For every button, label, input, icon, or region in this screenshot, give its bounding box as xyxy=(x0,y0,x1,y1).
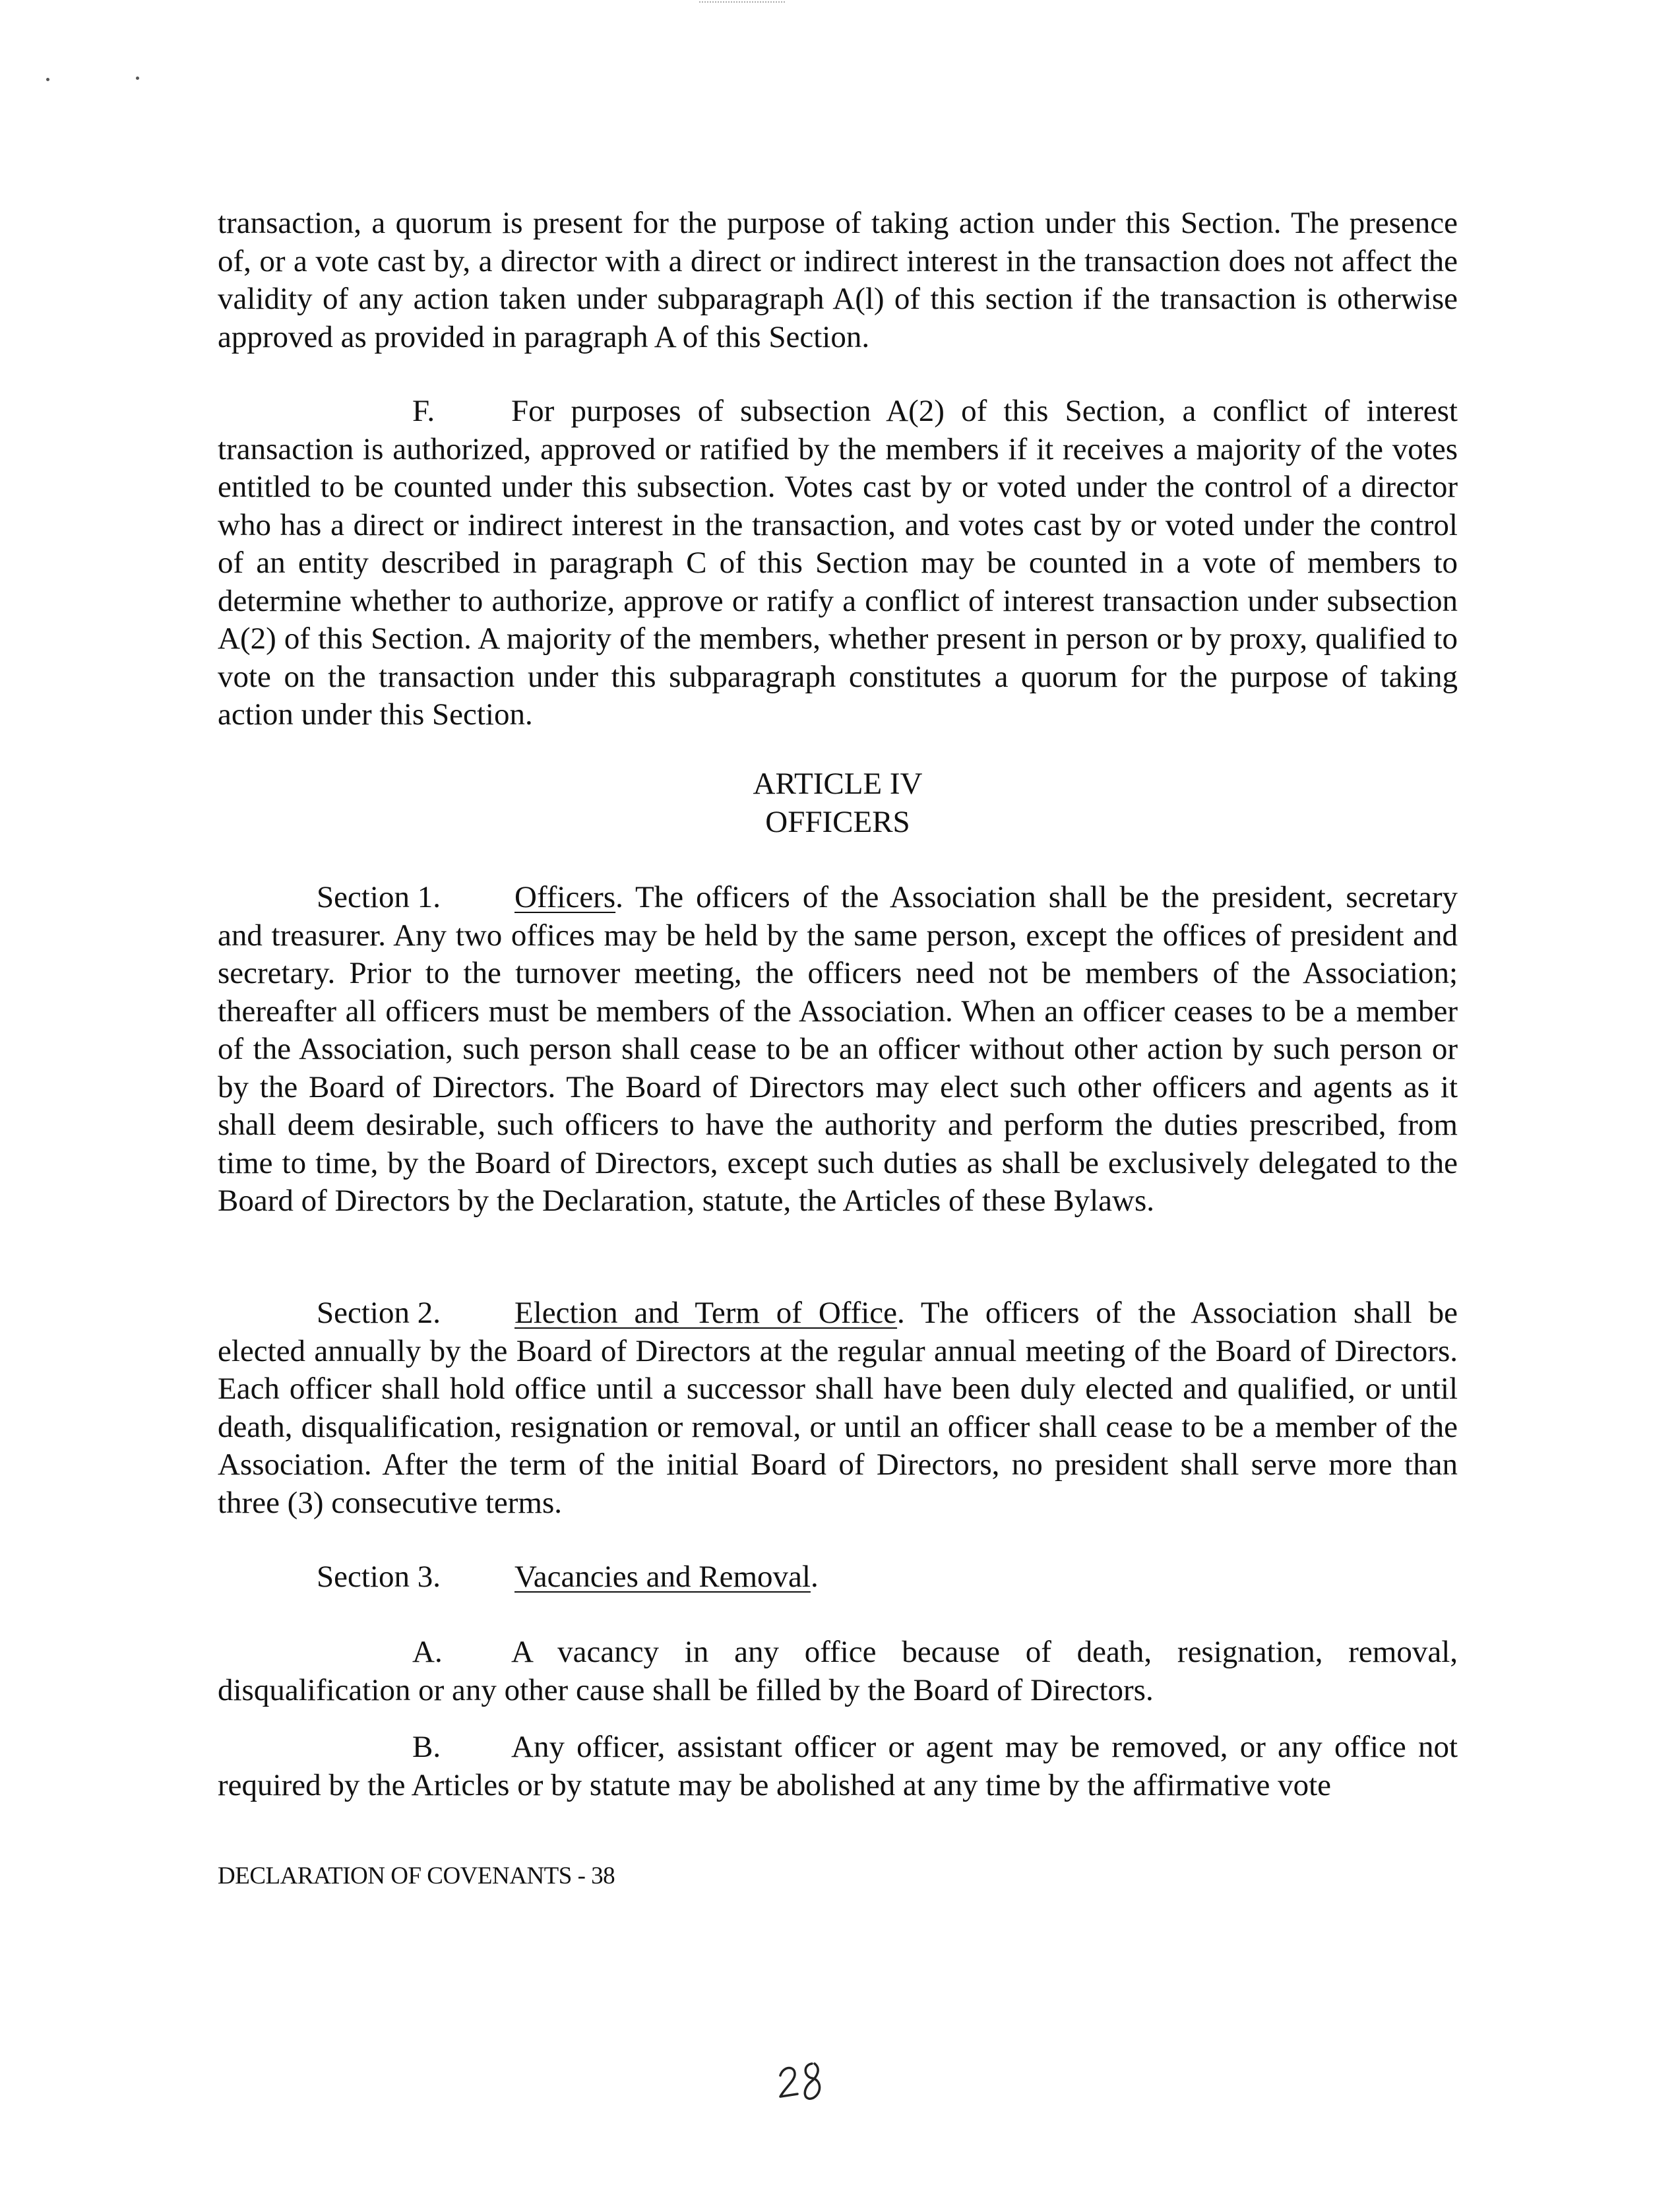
section-heading: Election and Term of Office xyxy=(514,1296,898,1330)
paragraph-text: For purposes of subsection A(2) of this Section, a conflict of interest transaction is authorized, approved or ratified by the members if it receives a majority of the votes entitled to be counted under this subsection. Votes cast by or voted under the control of a director who has a direct or indirect interest in the transaction, and votes cast by or voted under the control of an entity described in paragraph C of this Section may be counted in a vote of members to determine whether to authorize, approve or ratify a conflict of interest transaction under subsection A(2) of this Section. A majority of the members, whether present in person or by proxy, qualified to vote on the transaction under this subparagraph constitutes a quorum for the purpose of taking action under this Section. xyxy=(218,394,1458,732)
section-2 xyxy=(218,1294,1458,1522)
scan-artifact xyxy=(699,1,785,7)
paragraph-text: transaction, a quorum is present for the purpose of taking action under this Section. The presence of, or a vote cast by, a director with a direct or indirect interest in the transaction does not affect the validity of any action taken under subparagraph A(l) of this section if the transaction is otherwise approved as provided in paragraph A of this Section. xyxy=(218,206,1458,354)
section-label: Section 2. xyxy=(317,1296,441,1330)
section-heading-suffix: . xyxy=(810,1560,819,1594)
article-number: ARTICLE IV xyxy=(753,767,923,801)
section-3-paragraph-a xyxy=(218,1633,1458,1709)
article-heading xyxy=(218,765,1458,841)
scan-dot xyxy=(136,77,139,80)
section-3-paragraph-b xyxy=(218,1728,1458,1804)
scan-dot xyxy=(46,78,49,81)
paragraph-text: A vacancy in any office because of death, resignation, removal, disqualification or any other cause shall be filled by the Board of Directors. xyxy=(218,1635,1458,1707)
section-1 xyxy=(218,879,1458,1220)
handwritten-page-number xyxy=(775,2057,828,2110)
section-text: . The officers of the Association shall be elected annually by the Board of Directors at the regular annual meeting of the Board of Directors. Each officer shall hold office until a successor shall have been duly elected and qualified, or until death, disqualification, resignation or removal, or until an officer shall cease to be a member of the Association. After the term of the initial Board of Directors, no president shall serve more than three (3) consecutive terms. xyxy=(218,1296,1458,1520)
paragraph-label: F. xyxy=(412,394,435,428)
section-heading: Vacancies and Removal xyxy=(514,1560,811,1594)
paragraph-f xyxy=(218,393,1458,734)
section-3 xyxy=(218,1558,1458,1597)
continuation-paragraph xyxy=(218,205,1458,356)
paragraph-label: B. xyxy=(412,1730,441,1764)
page-footer: DECLARATION OF COVENANTS - 38 xyxy=(218,1862,615,1889)
article-title: OFFICERS xyxy=(765,804,910,839)
paragraph-label: A. xyxy=(412,1635,443,1669)
section-label: Section 1. xyxy=(317,880,441,914)
section-text: . The officers of the Association shall be the president, secretary and treasurer. Any two offices may be held by the same person, except the offices of president and secretary. Prior to the turnover meeting, the officers need not be members of the Association; thereafter all officers must be members of the Association. When an officer ceases to be a member of the Association, such person shall cease to be an officer without other action by such person or by the Board of Directors. The Board of Directors may elect such other officers and agents as it shall deem desirable, such officers to have the authority and perform the duties prescribed, from time to time, by the Board of Directors, except such duties as shall be exclusively delegated to the Board of Directors by the Declaration, statute, the Articles of these Bylaws. xyxy=(218,880,1458,1218)
section-heading: Officers xyxy=(514,880,616,914)
section-label: Section 3. xyxy=(317,1560,441,1594)
paragraph-text: Any officer, assistant officer or agent may be removed, or any office not required by the Articles or by statute may be abolished at any time by the affirmative vote xyxy=(218,1730,1458,1802)
